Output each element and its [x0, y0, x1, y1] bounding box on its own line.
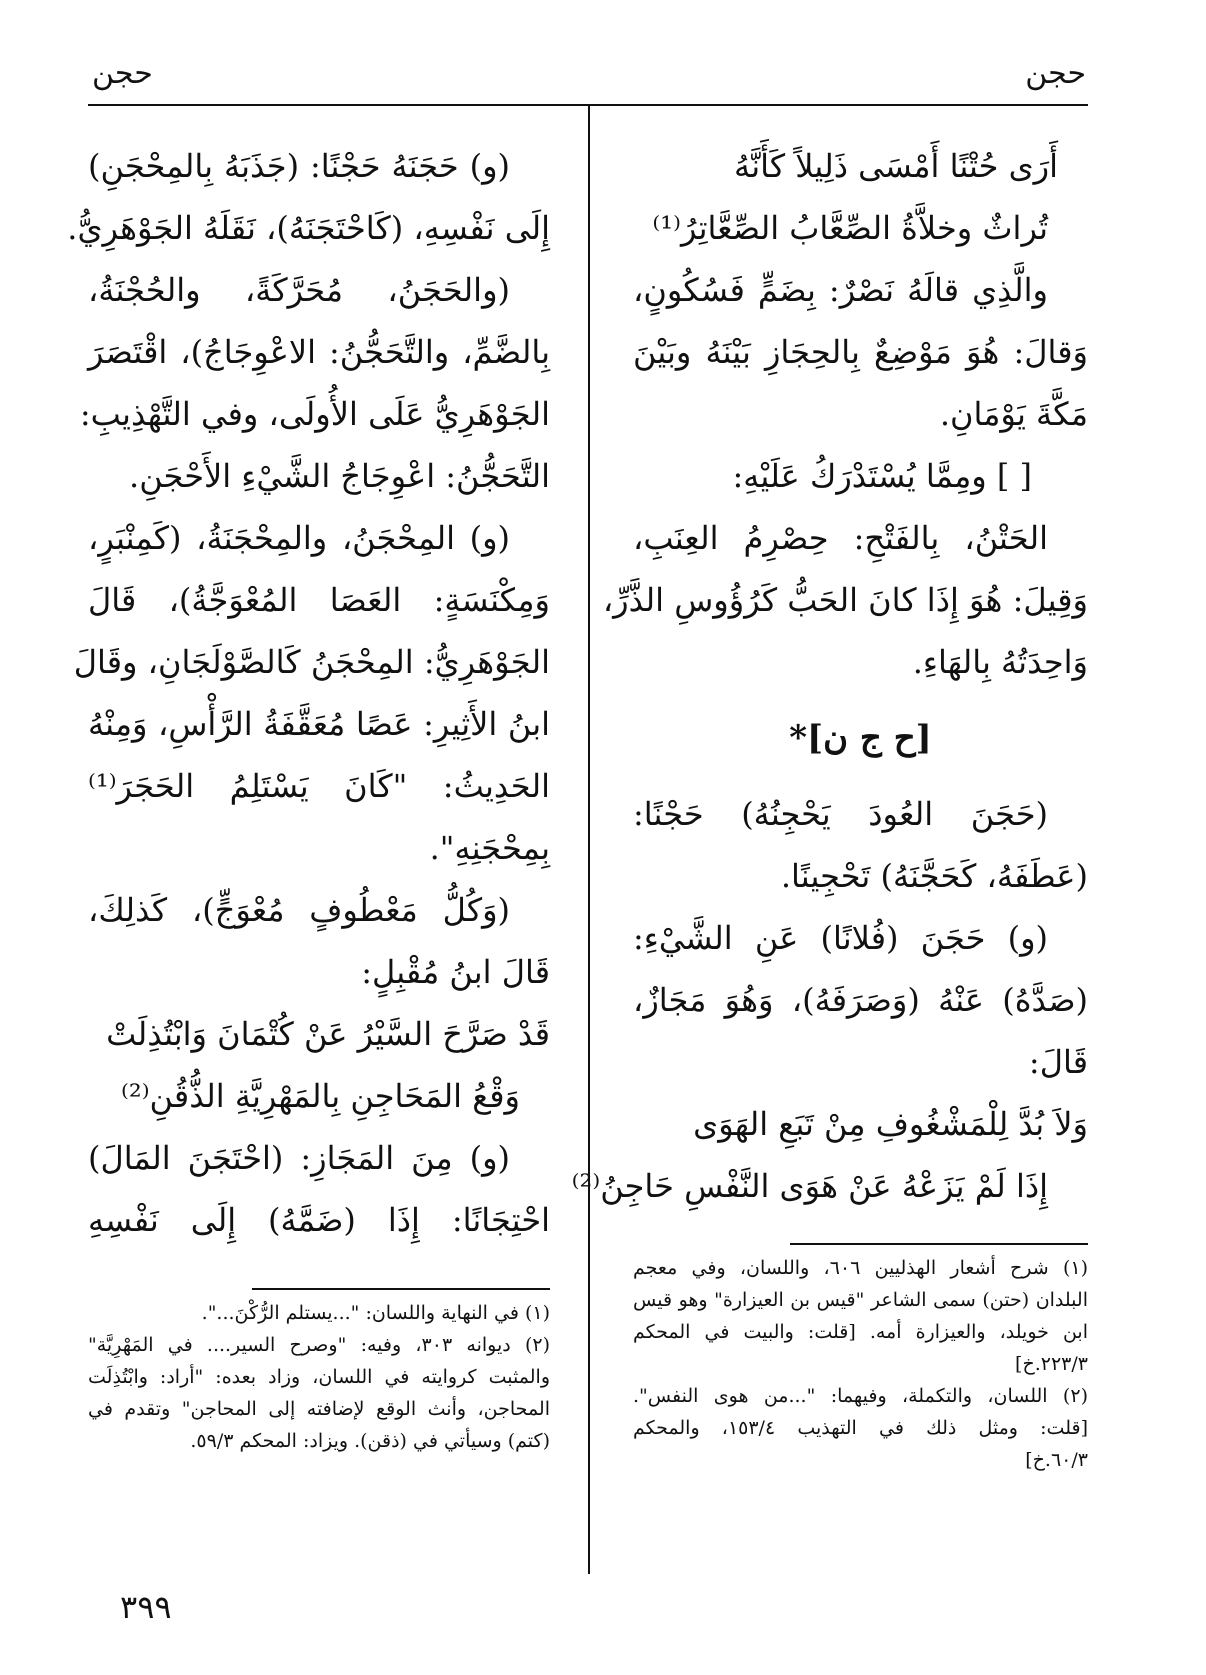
text-line: قَالَ:	[1028, 1043, 1088, 1081]
text-line: قَالَ ابنُ مُقْبِلٍ:	[361, 953, 550, 991]
text-line: بِمِحْجَنِهِ".	[429, 829, 550, 867]
footnote-line: ابن خويلد، والعيزارة أمه. [قلت: والبيت في المحكم	[633, 1321, 1088, 1343]
text-line: وَقالَ: هُوَ مَوْضِعٌ بِالحِجَازِ بَيْنَهُ وبَيْنَ	[633, 333, 1088, 371]
text-line: الحَتْنُ، بِالفَتْحِ: حِصْرِمُ العِنَبِ،	[633, 519, 1048, 557]
page-number: ٣٩٩	[120, 1588, 172, 1626]
verse-line: وَلاَ بُدَّ لِلْمَشْغُوفِ مِنْ تَبَعِ الهَوَى	[693, 1105, 1088, 1143]
footnote-rule-right	[790, 1243, 1088, 1245]
text-line: الجَوْهَرِيُّ: المِحْجَنُ كَالصَّوْلَجَانِ، وقَالَ	[73, 643, 550, 681]
footnotes-left	[88, 1297, 550, 1457]
footnote-line: (كتم) وسيأتي في (ذقن). ويزاد: المحكم ٥٩/٣.	[190, 1430, 550, 1452]
entry-heading: [ح ج ن]*	[789, 718, 932, 758]
text-line: (عَطَفَهُ، كَحَجَّنَهُ) تَحْجِينًا.	[780, 857, 1088, 895]
right-column	[571, 135, 1088, 1217]
footnote-line: ٦٠/٣.خ]	[1025, 1449, 1088, 1471]
text-line: وَاحِدَتُهُ بِالهَاءِ.	[912, 643, 1088, 681]
footnote-line: المحاجن، وأنث الوقع لإضافته إلى المحاجن" وتقدم في	[88, 1398, 550, 1420]
text-line: [ ] ومِمَّا يُسْتَدْرَكُ عَلَيْهِ:	[732, 457, 1032, 495]
footnote-line: ٢٢٣/٣.خ]	[1015, 1353, 1088, 1375]
text-line: والَّذِي قالَهُ نَصْرٌ: بِضَمٍّ فَسُكُونٍ،	[633, 271, 1048, 309]
running-header-left: حجن	[92, 56, 153, 91]
text-line: الحَدِيثُ: "كَانَ يَسْتَلِمُ الحَجَرَ⁽¹⁾	[88, 767, 550, 805]
text-line: (والحَجَنُ، مُحَرَّكَةً، والحُجْنَةُ،	[88, 271, 510, 309]
verse-line: قَدْ صَرَّحَ السَّيْرُ عَنْ كُتْمَانَ وَابْتُذِلَتْ	[106, 1015, 550, 1053]
text-line: (وَكُلُّ مَعْطُوفٍ مُعْوَجٍّ)، كَذلِكَ،	[88, 891, 510, 929]
text-line: (و) المِحْجَنُ، والمِحْجَنَةُ، (كَمِنْبَرٍ،	[88, 519, 510, 557]
footnote-line: (١) في النهاية واللسان: "...يستلم الرُّكْنَ...".	[201, 1302, 550, 1324]
footnotes-right	[633, 1252, 1088, 1476]
text-line: إِلَى نَفْسِهِ، (كَاحْتَجَنَهُ)، نَقَلَهُ الجَوْهَرِيُّ.	[67, 209, 550, 247]
footnote-line: (١) شرح أشعار الهذليين ٦٠٦، واللسان، وفي معجم	[633, 1257, 1088, 1279]
text-line: (و) حَجَنَ (فُلانًا) عَنِ الشَّيْءِ:	[633, 919, 1048, 957]
footnote-rule-left	[252, 1288, 550, 1290]
text-line: الجَوْهَرِيُّ عَلَى الأُولَى، وفي التَّهْذِيبِ:	[79, 395, 550, 433]
verse-line: إِذَا لَمْ يَزَعْهُ عَنْ هَوَى النَّفْسِ حَاجِنُ⁽²⁾	[571, 1167, 1048, 1205]
left-column	[67, 135, 550, 1251]
text-line: مَكَّةَ يَوْمَانِ.	[939, 395, 1088, 433]
text-line: التَّحَجُّنُ: اعْوِجَاجُ الشَّيْءِ الأَحْجَنِ.	[129, 457, 550, 495]
footnote-line: والمثبت كروايته في اللسان، وزاد بعده: "أراد: وابْتُذِلَت	[88, 1366, 550, 1388]
verse-line: وَقْعُ المَحَاجِنِ بِالمَهْرِيَّةِ الذُّقُنِ⁽²⁾	[121, 1077, 520, 1115]
column-divider	[588, 104, 590, 1574]
text-line: احْتِجَانًا: إِذَا (ضَمَّهُ) إِلَى نَفْسِهِ	[88, 1201, 550, 1239]
footnote-line: [قلت: ومثل ذلك في التهذيب ١٥٣/٤، والمحكم	[633, 1417, 1088, 1439]
footnote-line: (٢) اللسان، والتكملة، وفيهما: "...من هوى النفس".	[633, 1385, 1088, 1407]
text-line: (حَجَنَ العُودَ يَحْجِنُهُ) حَجْنًا:	[633, 795, 1048, 833]
footnote-line: (٢) ديوانه ٣٠٣، وفيه: "وصرح السير.... في المَهْرِيَّة"	[88, 1334, 551, 1356]
footnote-line: البلدان (حتن) سمى الشاعر "قيس بن العيزارة" وهو قيس	[633, 1289, 1088, 1311]
text-line: (و) مِنَ المَجَازِ: (احْتَجَنَ المَالَ)	[88, 1139, 510, 1177]
text-line: (و) حَجَنَهُ حَجْنًا: (جَذَبَهُ بِالمِحْجَنِ)	[88, 147, 510, 185]
running-header-right: حجن	[1025, 56, 1086, 91]
verse-line: أَرَى حُتْنًا أَمْسَى ذَلِيلاً كَأَنَّهُ	[734, 147, 1058, 185]
text-line: وَقِيلَ: هُوَ إِذَا كانَ الحَبُّ كَرُؤُوسِ الذَّرِّ،	[602, 581, 1088, 619]
text-line: (صَدَّهُ) عَنْهُ (وَصَرَفَهُ)، وَهُوَ مَجَازٌ،	[633, 981, 1088, 1019]
text-line: بِالضَّمِّ، والتَّحَجُّنُ: الاعْوِجَاجُ)، اقْتَصَرَ	[88, 333, 550, 371]
verse-line: تُراثٌ وخلاَّةُ الصِّعَّابُ الصِّعَّاتِرُ⁽¹⁾	[652, 209, 1048, 247]
text-line: وَمِكْنَسَةٍ: العَصَا المُعْوَجَّةُ)، قَالَ	[88, 581, 550, 619]
text-line: ابنُ الأَثِيرِ: عَصًا مُعَقَّفَةُ الرَّأْسِ، وَمِنْهُ	[88, 705, 550, 743]
